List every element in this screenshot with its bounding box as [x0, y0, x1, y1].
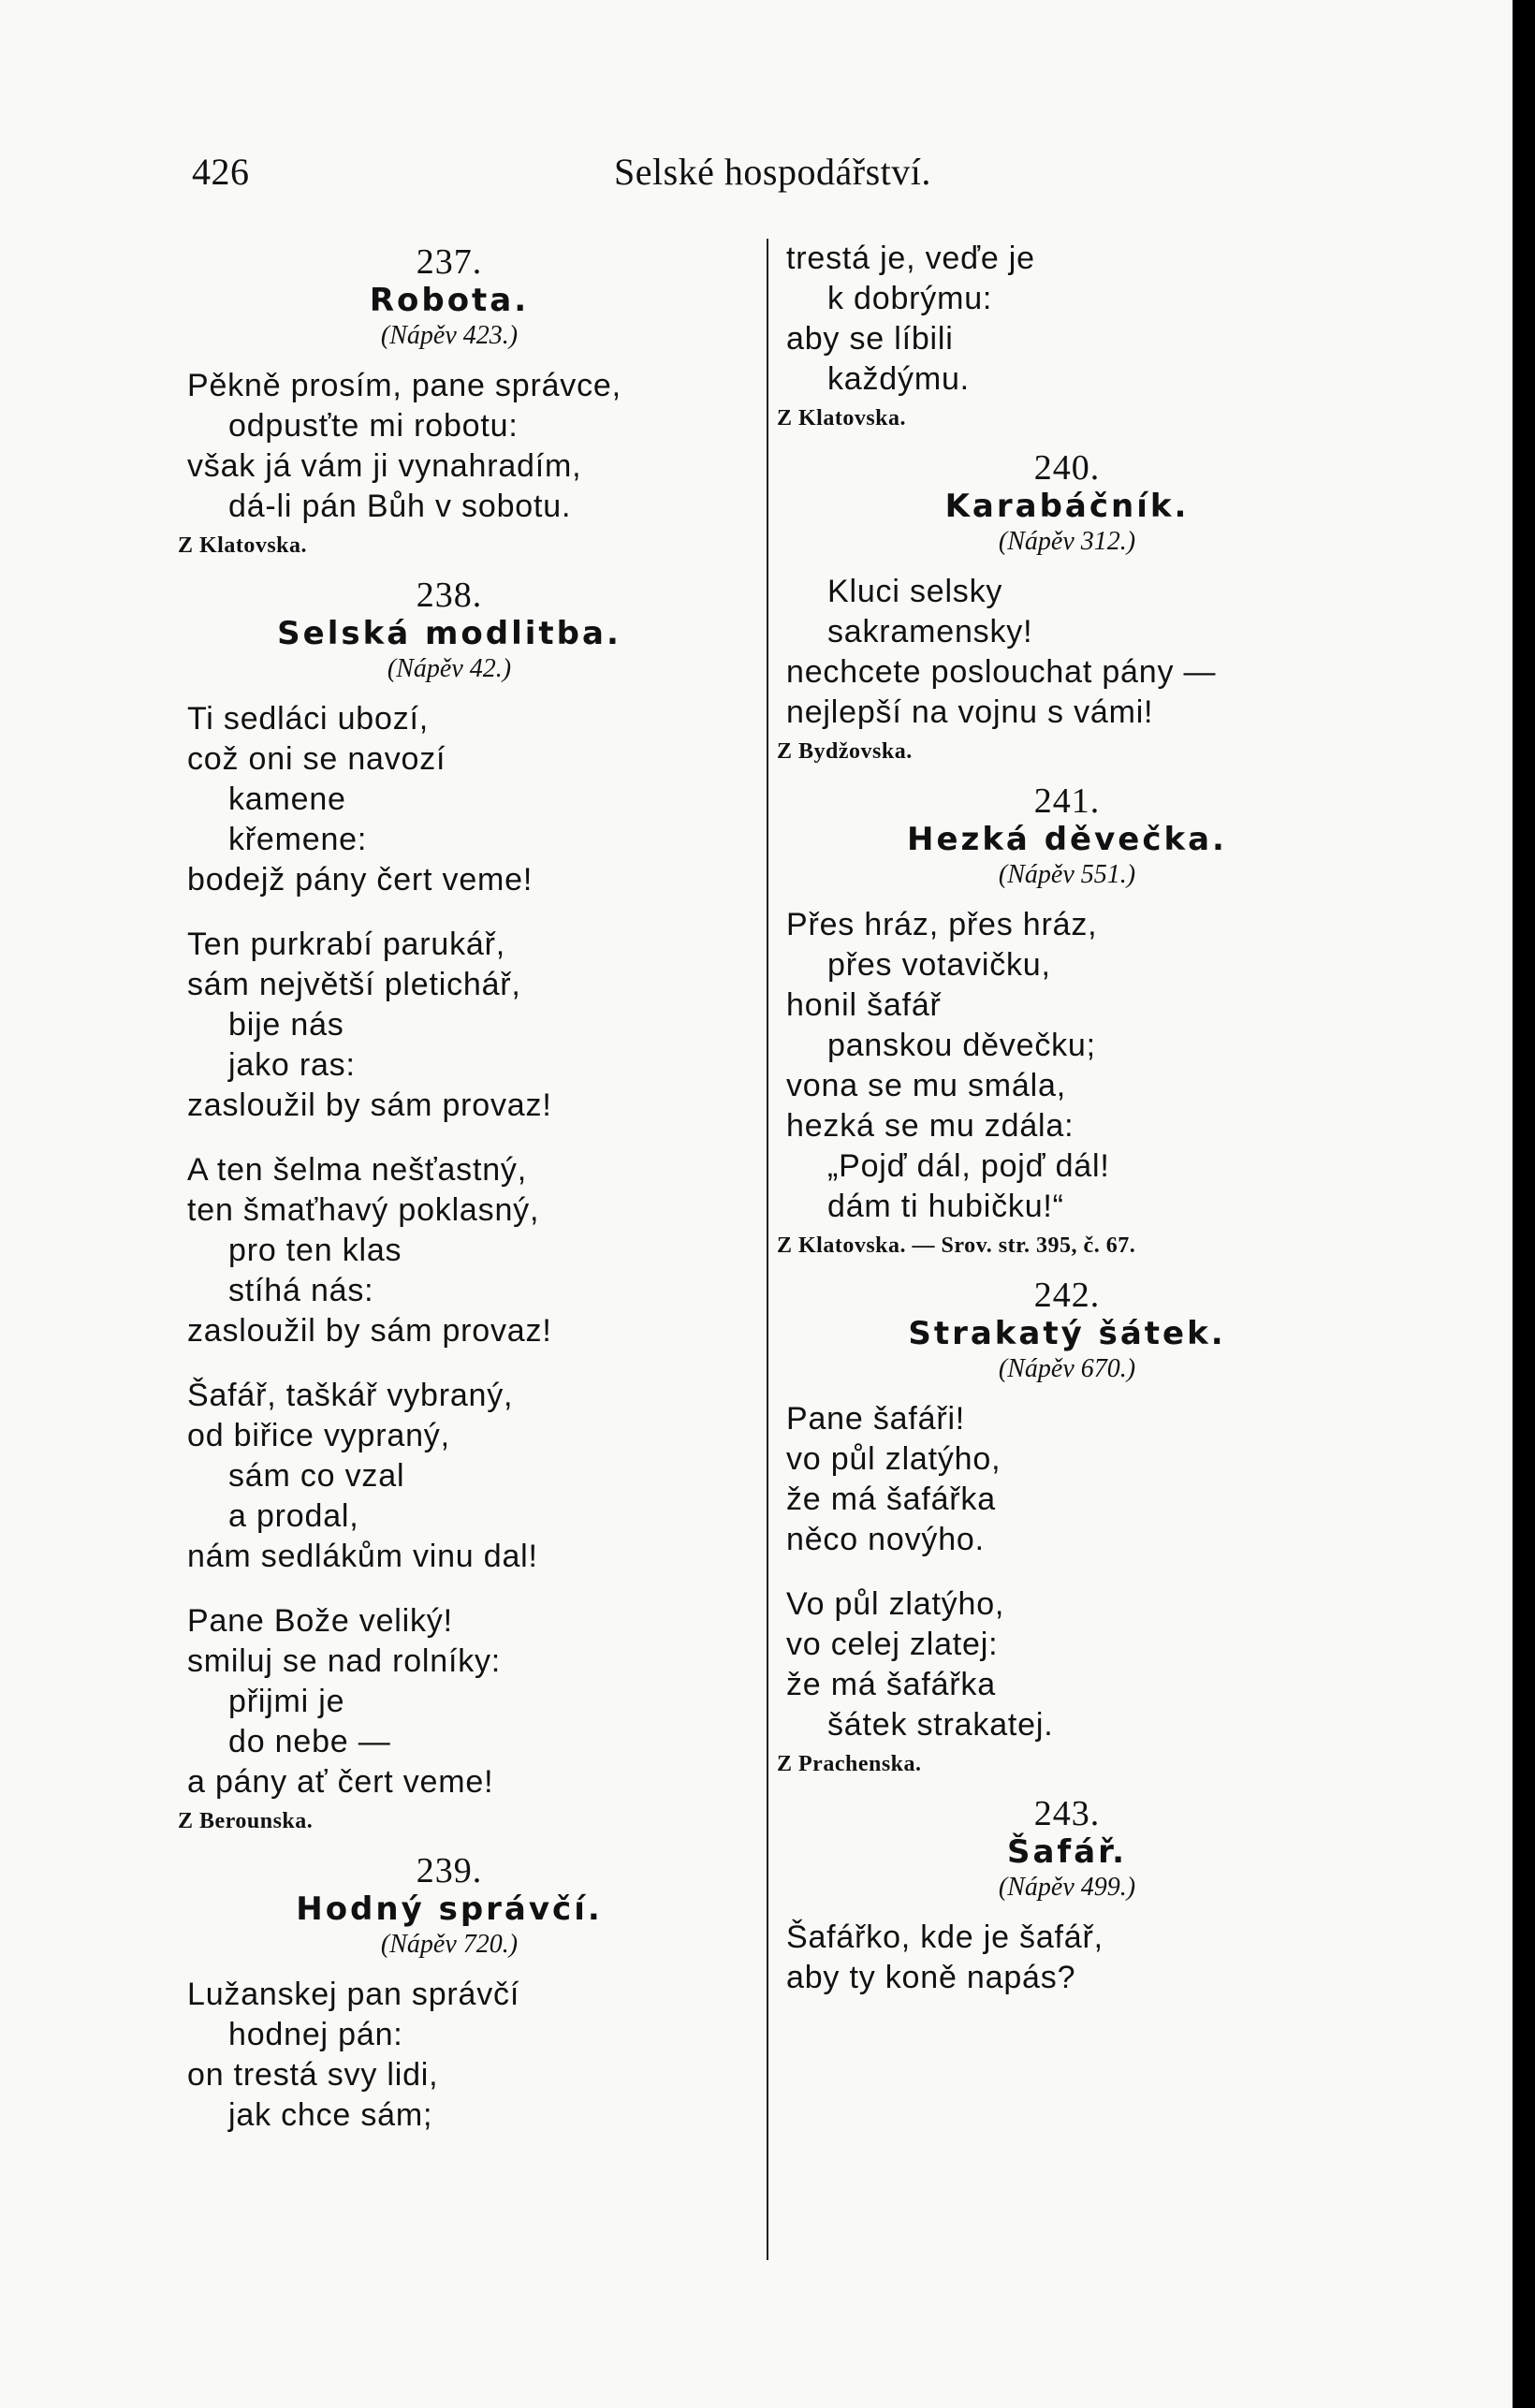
- verse-line: bije nás: [228, 1007, 344, 1043]
- song-block: [777, 448, 1348, 765]
- verse-line: dá-li pán Bůh v sobotu.: [228, 489, 572, 524]
- stanza: [786, 1584, 1348, 1745]
- song-number: 239.: [416, 1851, 483, 1890]
- verse-line: zasloužil by sám provaz!: [187, 1313, 552, 1349]
- song-number: 237.: [416, 242, 483, 282]
- verse-line: že má šafářka: [786, 1481, 996, 1517]
- melody-reference: (Nápěv 499.): [998, 1873, 1136, 1902]
- verse-line: a pány ať čert veme!: [187, 1764, 494, 1800]
- stanza: [187, 1975, 711, 2136]
- song-number: 238.: [416, 576, 483, 615]
- verse-line: vo celej zlatej:: [786, 1627, 999, 1662]
- stanza: [786, 1399, 1348, 1560]
- verse-line: smiluj se nad rolníky:: [187, 1643, 502, 1679]
- verse-line: vo půl zlatýho,: [786, 1441, 1001, 1477]
- verse-line: aby se líbili: [786, 321, 954, 357]
- verse-line: kamene: [228, 781, 346, 817]
- verse-line: trestá je, veďe je: [786, 241, 1035, 276]
- stanza: [187, 366, 711, 527]
- source-note: Z Klatovska.: [777, 406, 907, 431]
- song-number: 240.: [1033, 448, 1101, 488]
- verse-line: stíhá nás:: [228, 1273, 374, 1308]
- song-block: [178, 576, 711, 1834]
- melody-reference: (Nápěv 42.): [387, 654, 512, 683]
- verse-line: Ti sedláci ubozí,: [187, 701, 430, 737]
- verse-line: Šafářko, kde je šafář,: [786, 1919, 1104, 1955]
- verse-line: sám největší pletichář,: [187, 967, 521, 1002]
- source-note: Z Klatovska. — Srov. str. 395, č. 67.: [777, 1233, 1136, 1258]
- verse-line: honil šafář: [786, 987, 942, 1023]
- stanza: [786, 905, 1348, 1227]
- verse-line: Šafář, taškář vybraný,: [187, 1378, 514, 1413]
- verse-line: Vo půl zlatýho,: [786, 1586, 1005, 1622]
- column-divider: [767, 239, 768, 2260]
- verse-line: přes votavičku,: [827, 947, 1051, 983]
- verse-line: Ten purkrabí parukář,: [187, 927, 505, 962]
- verse-line: což oni se navozí: [187, 741, 446, 777]
- song-block: [187, 1851, 711, 2136]
- song-block: [777, 781, 1348, 1259]
- verse-line: že má šafářka: [786, 1667, 996, 1702]
- song-block: [777, 239, 1348, 431]
- stanza: [187, 1601, 711, 1802]
- verse-line: nám sedlákům vinu dal!: [187, 1539, 538, 1574]
- melody-reference: (Nápěv 312.): [998, 527, 1136, 556]
- verse-line: sakramensky!: [827, 614, 1033, 649]
- stanza: [187, 925, 711, 1126]
- verse-line: a prodal,: [228, 1498, 359, 1534]
- source-note: Z Berounska.: [178, 1809, 314, 1833]
- song-title: Šafář.: [1006, 1833, 1127, 1871]
- verse-line: křemene:: [228, 822, 368, 857]
- song-block: [777, 1276, 1348, 1777]
- verse-line: do nebe —: [228, 1724, 391, 1759]
- verse-line: hodnej pán:: [228, 2017, 403, 2052]
- stanza: [187, 1150, 711, 1351]
- melody-reference: (Nápěv 423.): [380, 321, 519, 350]
- song-block: [786, 1794, 1348, 1998]
- left-column: [178, 239, 711, 2160]
- verse-line: ten šmaťhavý poklasný,: [187, 1192, 540, 1228]
- stanza: [187, 1376, 711, 1577]
- verse-line: Pane šafáři!: [786, 1401, 966, 1437]
- source-note: Z Bydžovska.: [777, 739, 913, 764]
- verse-line: něco novýho.: [786, 1522, 985, 1557]
- source-note: Z Klatovska.: [178, 533, 308, 558]
- verse-line: každýmu.: [827, 361, 970, 397]
- song-number: 243.: [1033, 1794, 1101, 1833]
- verse-line: jak chce sám;: [228, 2097, 433, 2133]
- song-block: [178, 242, 711, 559]
- verse-line: dám ti hubičku!“: [827, 1189, 1064, 1224]
- melody-reference: (Nápěv 551.): [998, 860, 1136, 889]
- verse-line: nejlepší na vojnu s vámi!: [786, 694, 1154, 730]
- stanza: [786, 1918, 1348, 1998]
- verse-line: „Pojď dál, pojď dál!: [827, 1148, 1110, 1184]
- song-title: Karabáčník.: [944, 488, 1190, 525]
- verse-line: Lužanskej pan správčí: [187, 1977, 520, 2012]
- song-title: Hodný správčí.: [296, 1890, 603, 1928]
- stanza: [187, 699, 711, 900]
- verse-line: odpusťte mi robotu:: [228, 408, 519, 444]
- verse-line: šátek strakatej.: [827, 1707, 1054, 1743]
- verse-line: jako ras:: [228, 1047, 356, 1083]
- song-title: Strakatý šátek.: [908, 1315, 1226, 1352]
- page-number: 426: [192, 151, 250, 193]
- right-column: [777, 239, 1348, 2022]
- verse-line: zasloužil by sám provaz!: [187, 1087, 552, 1123]
- verse-line: přijmi je: [228, 1684, 345, 1719]
- verse-line: sám co vzal: [228, 1458, 405, 1494]
- verse-line: Pane Bože veliký!: [187, 1603, 453, 1639]
- verse-line: on trestá svy lidi,: [187, 2057, 439, 2093]
- melody-reference: (Nápěv 720.): [380, 1930, 519, 1959]
- verse-line: nechcete poslouchat pány —: [786, 654, 1217, 690]
- verse-line: však já vám ji vynahradím,: [187, 448, 582, 484]
- song-title: Selská modlitba.: [277, 615, 621, 652]
- verse-line: A ten šelma nešťastný,: [187, 1152, 527, 1188]
- song-number: 242.: [1033, 1276, 1101, 1315]
- stanza: [786, 572, 1348, 733]
- running-title: Selské hospodářství.: [614, 151, 931, 193]
- verse-line: Přes hráz, přes hráz,: [786, 907, 1098, 942]
- song-title: Hezká děvečka.: [907, 821, 1227, 858]
- verse-line: aby ty koně napás?: [786, 1960, 1076, 1995]
- verse-line: od biřice vypraný,: [187, 1418, 450, 1453]
- verse-line: panskou děvečku;: [827, 1028, 1096, 1063]
- song-title: Robota.: [369, 282, 530, 319]
- verse-line: bodejž pány čert veme!: [187, 862, 534, 898]
- stanza: [786, 239, 1348, 400]
- verse-line: k dobrýmu:: [827, 281, 993, 316]
- scan-border: [1513, 0, 1535, 2408]
- verse-line: Kluci selsky: [827, 574, 1003, 609]
- verse-line: Pěkně prosím, pane správce,: [187, 368, 621, 403]
- verse-line: hezká se mu zdála:: [786, 1108, 1074, 1144]
- source-note: Z Prachenska.: [777, 1752, 922, 1776]
- verse-line: pro ten klas: [228, 1233, 402, 1268]
- melody-reference: (Nápěv 670.): [998, 1354, 1136, 1383]
- verse-line: vona se mu smála,: [786, 1068, 1066, 1103]
- song-number: 241.: [1033, 781, 1101, 821]
